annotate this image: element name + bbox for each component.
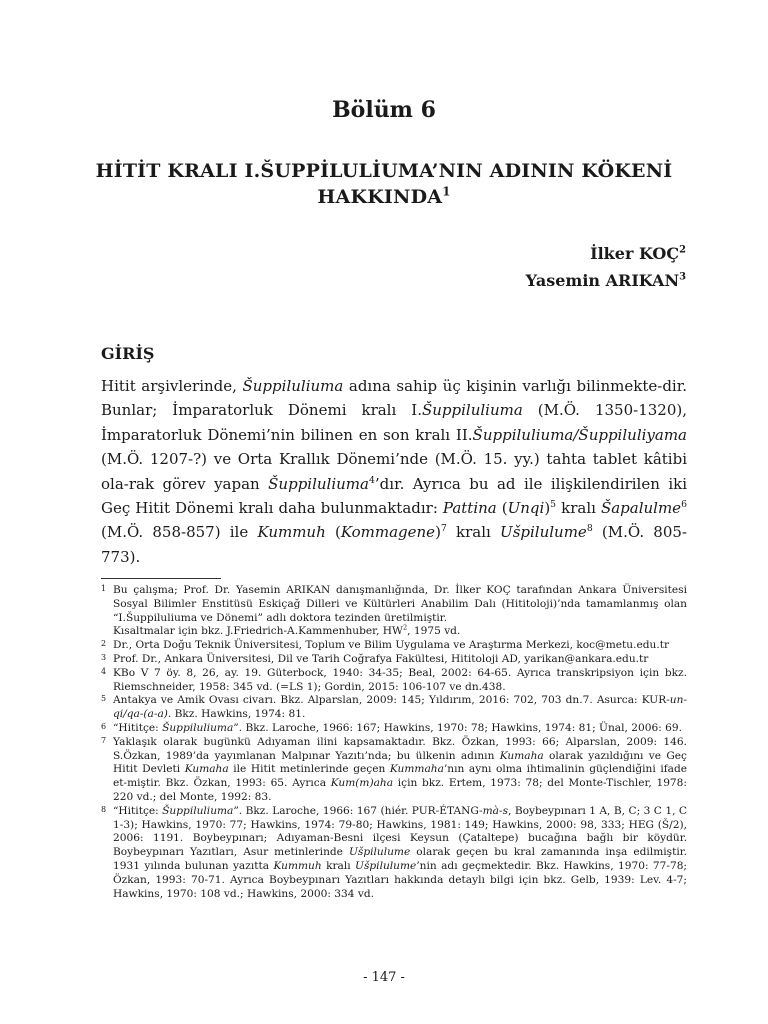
italic-name: Šuppiluliuma/Šuppiluliyama [472,425,687,444]
italic-name: Kommagene [340,523,436,542]
footnote-8 [101,805,687,902]
text-run: (M.Ö. 858-857) ile [101,523,258,542]
text-run: kralı [556,499,601,518]
footnote-ref-6[interactable]: 6 [681,499,687,511]
title-footnote-ref[interactable]: 1 [442,184,451,199]
footnote-text: Yaklaşık olarak bugünkü Adıyaman ilini kapsamaktadır. Bkz. Özkan, 1993: 66; Alparslan, 2009: 146. S.Özkan, 1989’da yayımlanan Malpınar Yazıtı’nda; bu ülkenin adının [113,735,687,762]
page-number: - 147 - [363,970,405,985]
footnote-1 [101,584,687,639]
author-name: Yasemin ARIKAN [525,271,680,290]
italic-term: Kumaha [499,749,544,762]
footnote-text: Prof. Dr., Ankara Üniversitesi, Dil ve Tarih Coğrafya Fakültesi, Hititoloji AD, yarikan@ankara.edu.tr [113,652,649,665]
title-line-1: HİTİT KRALI I.ŠUPPİLULİUMA’NIN ADININ KÖKENİ [95,160,673,182]
italic-name: Ušpilulume [500,523,587,542]
footnote-ref-5[interactable]: 5 [550,499,557,511]
footnote-list [101,584,687,901]
section-heading: GİRİŞ [101,344,155,363]
footnote-text: “Hititçe: [113,804,163,817]
italic-name: Šuppiluliuma [242,377,344,395]
footnote-number: 8 [101,804,107,814]
text-run: ) [544,499,551,518]
text-run: ( [496,499,508,518]
italic-name: Šuppiluliuma [268,474,369,493]
footnote-text: ”. Bkz. Laroche, 1966: 167 (hiér. PUR-ÉTANG- [233,804,483,817]
italic-name: Šapalulme [600,499,682,518]
footnote-5 [101,694,687,722]
author-2 [526,267,686,294]
footnote-text: Bu çalışma; Prof. Dr. Yasemin ARIKAN danışmanlığında, Dr. İlker KOÇ tarafından Ankara Üniversitesi Sosyal Bilimler Enstitüsü Eskiçağ Dilleri ve Kültürleri Anabilim Dalı (Hititoloji)’nda tamamlanmış olan “I.Šuppiluliuma ve Dönemi” adlı doktora tezinden üretilmiştir. [113,584,687,624]
superscript: 2 [402,623,408,632]
footnote-number: 7 [101,735,107,745]
footnote-divider [101,578,221,579]
italic-term: Šuppiluliuma [162,804,234,817]
italic-term: mà-s [482,804,509,817]
text-run: Hitit arşivlerinde, [101,377,243,395]
text-run: ) [435,523,441,542]
text-run: (M.Ö. 1350-1320), İmparatorluk Dönemi’nin bilinen en son kralı II. [101,401,687,444]
footnote-6 [101,722,687,736]
title-line-2: HAKKINDA [317,186,443,208]
italic-name: Unqi [507,499,545,518]
italic-name: Kummuh [257,523,326,542]
italic-name: Šuppiluliuma [421,401,523,420]
footnote-7 [101,736,687,805]
footnote-text: , Boybeypınarı 1 A, B, C; 3 C 1, C 1-3); Hawkins, 1970: 77; Hawkins, 1974: 79-80; Hawkins, 1981: 149; Hawkins, 2000: 98, 333; HEG (Š/2), 2006: 1191. Boybeypınarı; Adıyaman-Besni ilçesi Keysun (Çataltepe) bucağına bağlı bir köydür. Boybeypınarı Yazıtları, Asur metinlerinde [113,804,687,859]
footnote-text: ’nin adı geçmektedir. Bkz. Hawkins, 1970: 77-78; Özkan, 1993: 70-71. Ayrıca Boybeypınarı Yazıtları hakkında detaylı bilgi için bkz. Gelb, 1939: Lev. 4-7; Hawkins, 1970: 108 vd.; Hawkins, 2000: 334 vd. [113,859,688,900]
italic-term: Kum(m)aha [330,777,394,790]
footnote-text: Dr., Orta Doğu Teknik Üniversitesi, Toplum ve Bilim Uygulama ve Araştırma Merkezi, koc@metu.edu.tr [113,639,670,652]
footnote-ref-4[interactable]: 4 [368,474,375,486]
footnote-text: , 1975 vd. [407,625,461,638]
footnote-4 [101,667,687,695]
footnote-text: ile Hitit metinlerinde geçen [228,763,390,776]
italic-term: Kumaha [184,763,229,776]
footnote-text: KBo V 7 öy. 8, 26, ay. 19. Güterbock, 1940: 34-35; Beal, 2002: 64-65. Ayrıca transkripsiyon için bkz. Riemschneider, 1958: 345 vd. (=LS 1); Gordin, 2015: 106-107 ve dn.438. [113,666,687,693]
text-run: (M.Ö. 805-773). [101,523,688,566]
footnote-3 [101,653,687,667]
footnote-number: 6 [101,721,107,731]
footnote-text: ”. Bkz. Laroche, 1966: 167; Hawkins, 1970: 78; Hawkins, 1974: 81; Ünal, 2006: 69. [233,721,682,734]
footnote-number: 2 [101,639,107,649]
author-name: İlker KOÇ [590,244,680,263]
author-1 [526,240,686,267]
footnote-text: olarak geçen bu kral zamanında inşa edilmiştir. 1931 yılında bulunan yazıtta [113,846,687,872]
article-title [95,158,673,210]
footnote-text: olarak yazıldığını ve Geç Hitit Devleti [113,749,687,776]
footnote-ref-7[interactable]: 7 [440,523,447,535]
footnote-number: 3 [101,652,107,662]
footnote-text: . Bkz. Hawkins, 1974: 81. [167,708,306,721]
italic-term: Kummaha [389,763,444,776]
footnote-ref-8[interactable]: 8 [586,523,593,535]
italic-term: Šuppiluliuma [162,721,234,734]
text-run: ’dır. Ayrıca bu ad ile ilişkilendirilen iki Geç Hitit Dönemi kralı daha bulunmaktadır: [101,474,688,518]
footnote-text: ’nın aynı olma ihtimalinin güçlendiğini ifade et-miştir. Bkz. Özkan, 1993: 65. Ayrıca [113,763,687,790]
italic-term: Ušpilulume [355,859,417,872]
text-run: kralı [446,523,501,542]
footnote-number: 1 [101,584,107,593]
footnote-number: 5 [101,694,107,704]
italic-term: un-qi/qa-(a-a) [113,694,687,721]
intro-paragraph [101,374,687,569]
footnote-text: Kısaltmalar için bkz. J.Friedrich-A.Kammenhuber, HW [113,625,403,638]
italic-name: Pattina [442,499,497,518]
footnote-text: Antakya ve Amik Ovası civarı. Bkz. Alparslan, 2009: 145; Yıldırım, 2016: 702, 703 dn.7. Asurca: KUR- [113,694,670,707]
author-footnote-ref[interactable]: 2 [679,244,686,256]
italic-term: Ušpilulume [348,846,411,859]
author-footnote-ref[interactable]: 3 [679,271,686,283]
italic-term: Kummuh [273,859,322,872]
footnote-text: kralı [321,859,356,872]
text-run: ( [325,523,341,542]
footnote-number: 4 [101,666,107,676]
footnote-2 [101,639,687,653]
text-run: adına sahip üç kişinin varlığı bilinmekte-dir. Bunlar; İmparatorluk Dönemi kralı I. [101,377,688,420]
chapter-heading: Bölüm 6 [332,97,436,123]
footnote-text: için bkz. Ertem, 1973: 78; del Monte-Tischler, 1978: 220 vd.; del Monte, 1992: 83. [113,777,687,803]
footnote-text: “Hititçe: [113,721,163,734]
author-block [526,240,686,294]
text-run: (M.Ö. 1207-?) ve Orta Krallık Dönemi’nde (M.Ö. 15. yy.) tahta tablet kâtibi ola-rak görev yapan [101,450,687,493]
